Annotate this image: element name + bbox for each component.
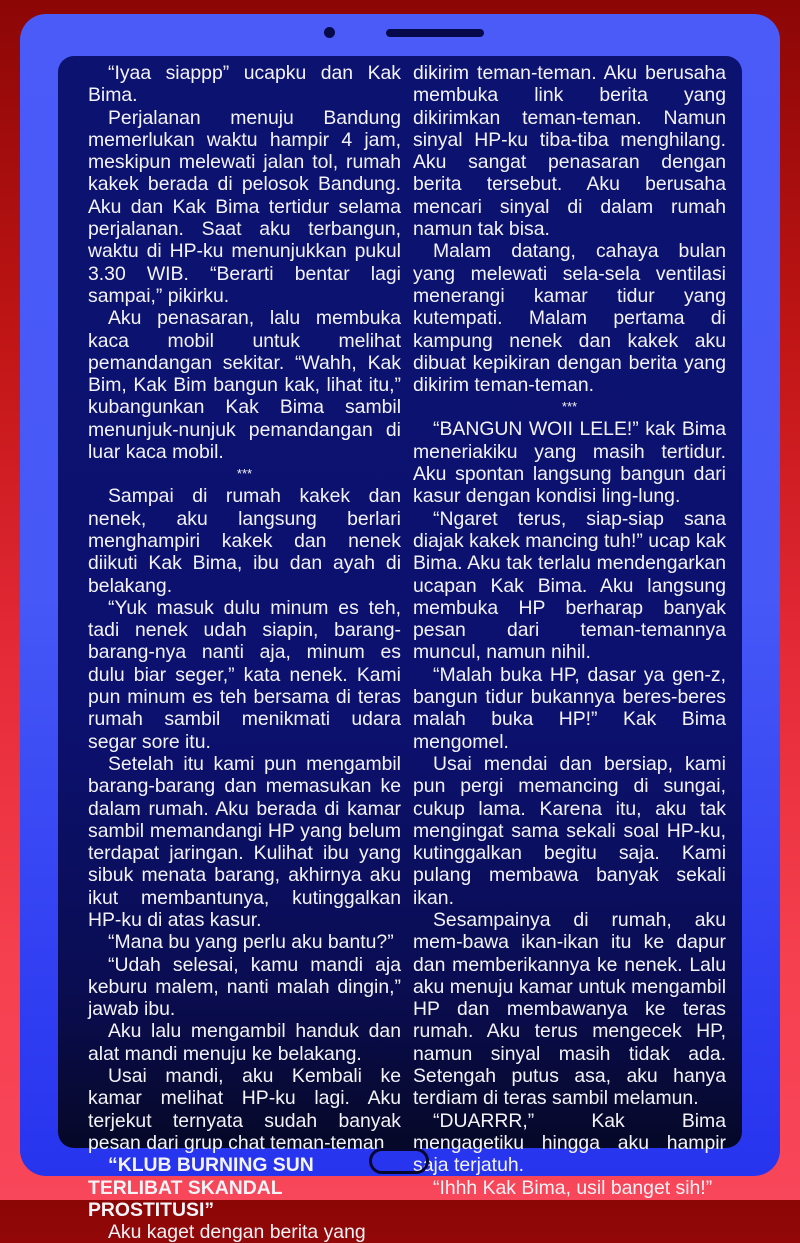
paragraph: “Ihhh Kak Bima, usil banget sih!”	[433, 1176, 713, 1199]
paragraph: “DUARRR,” Kak Bima mengagetiku hingga aku hampir saja terjatuh.	[413, 1109, 726, 1177]
paragraph: Aku lalu mengambil handuk dan alat mandi menuju ke belakang.	[88, 1020, 401, 1065]
paragraph: Perjalanan menuju Bandung memerlukan waktu hampir 4 jam, meskipun melewati jalan tol, rumah kakek berada di pelosok Bandung. Aku dan Kak Bima tertidur selama perjalanan. Saat aku terbangun, waktu di HP-ku menunjukkan pukul 3.30 WIB. “Berarti bentar lagi sampai,” pikirku.	[88, 106, 401, 307]
paragraph: Usai mendai dan bersiap, kami pun pergi memancing di sungai, cukup lama. Karena itu, aku tak mengingat sama sekali soal HP-ku, kutinggalkan begitu saja. Kami pulang membawa banyak sekali ikan.	[413, 752, 726, 909]
paragraph: “Iyaa siappp” ucapku dan Kak Bima.	[88, 62, 401, 107]
news-headline: “KLUB BURNING SUN TERLIBAT SKANDAL PROSTITUSI”	[88, 1154, 314, 1221]
story-column-left	[88, 62, 401, 1243]
paragraph: Sampai di rumah kakek dan nenek, aku langsung berlari menghampiri kakek dan nenek diikuti Kak Bima, ibu dan ayah di belakang.	[88, 485, 401, 597]
speaker-icon	[386, 29, 484, 37]
paragraph: Aku kaget dengan berita yang	[108, 1221, 366, 1243]
paragraph: Setelah itu kami pun mengambil barang-barang dan memasukan ke dalam rumah. Aku berada di kamar sambil memandangi HP yang belum terdapat jaringan. Kulihat ibu yang sibuk menata barang, akhirnya aku ikut membantunya, kutinggalkan HP-ku di atas kasur.	[88, 752, 401, 931]
paragraph: Sesampainya di rumah, aku mem-bawa ikan-ikan itu ke dapur dan memberikannya ke nenek. Lalu aku menuju kamar untuk mengambil HP dan membawanya ke teras rumah. Aku terus mengecek HP, namun sinyal masih tidak ada. Setengah putus asa, aku hanya terdiam di teras sambil melamun.	[413, 908, 726, 1110]
paragraph: “Mana bu yang perlu aku bantu?”	[108, 931, 394, 954]
paragraph: “Udah selesai, kamu mandi aja keburu malem, nanti malah dingin,” jawab ibu.	[88, 953, 401, 1021]
paragraph-continued: dikirim teman-teman. Aku berusaha membuka link berita yang dikirimkan teman-teman. Namun sinyal HP-ku tiba-tiba menghilang. Aku sangat penasaran dengan berita tersebut. Aku berusaha mencari sinyal di dalam rumah namun tak bisa.	[413, 62, 726, 241]
story-column-right	[413, 62, 726, 1199]
paragraph: “Ngaret terus, siap-siap sana diajak kakek mancing tuh!” ucap kak Bima. Aku tak terlalu mendengarkan ucapan Kak Bima. Aku langsung membuka HP berharap banyak pesan dari teman-temannya muncul, namun nihil.	[413, 507, 726, 664]
paragraph: Usai mandi, aku Kembali ke kamar melihat HP-ku lagi. Aku terjekut ternyata sudah banyak pesan dari grup chat teman-teman	[88, 1065, 401, 1154]
scene-separator: ***	[236, 466, 253, 482]
tablet-frame	[20, 14, 780, 1243]
paragraph: Aku penasaran, lalu membuka kaca mobil untuk melihat pemandangan sekitar. “Wahh, Kak Bim, Kak Bim bangun kak, lihat itu,” kubangunkan Kak Bima sambil menunjuk-nunjuk pemandangan di luar kaca mobil.	[88, 307, 401, 464]
paragraph: “BANGUN WOII LELE!” kak Bima meneriakiku yang masih tertidur. Aku spontan langsung bangun dari kasur dengan kondisi ling-lung.	[413, 418, 726, 508]
home-button-icon	[369, 1148, 429, 1174]
camera-icon	[324, 27, 335, 38]
paragraph: Malam datang, cahaya bulan yang melewati sela-sela ventilasi menerangi kamar tidur yang kutempati. Malam pertama di kampung nenek dan kakek aku dibuat kepikiran dengan berita yang dikirim teman-teman.	[413, 240, 726, 397]
paragraph: “Malah buka HP, dasar ya gen-z, bangun tidur bukannya beres-beres malah buka HP!” Kak Bima mengomel.	[413, 663, 726, 753]
paragraph: “Yuk masuk dulu minum es teh, tadi nenek udah siapin, barang-barang-nya nanti aja, minum es dulu biar seger,” kata nenek. Kami pun minum es teh bersama di teras rumah sambil menikmati udara segar sore itu.	[88, 596, 401, 753]
scene-separator: ***	[561, 399, 578, 415]
tablet-screen	[58, 56, 742, 1243]
